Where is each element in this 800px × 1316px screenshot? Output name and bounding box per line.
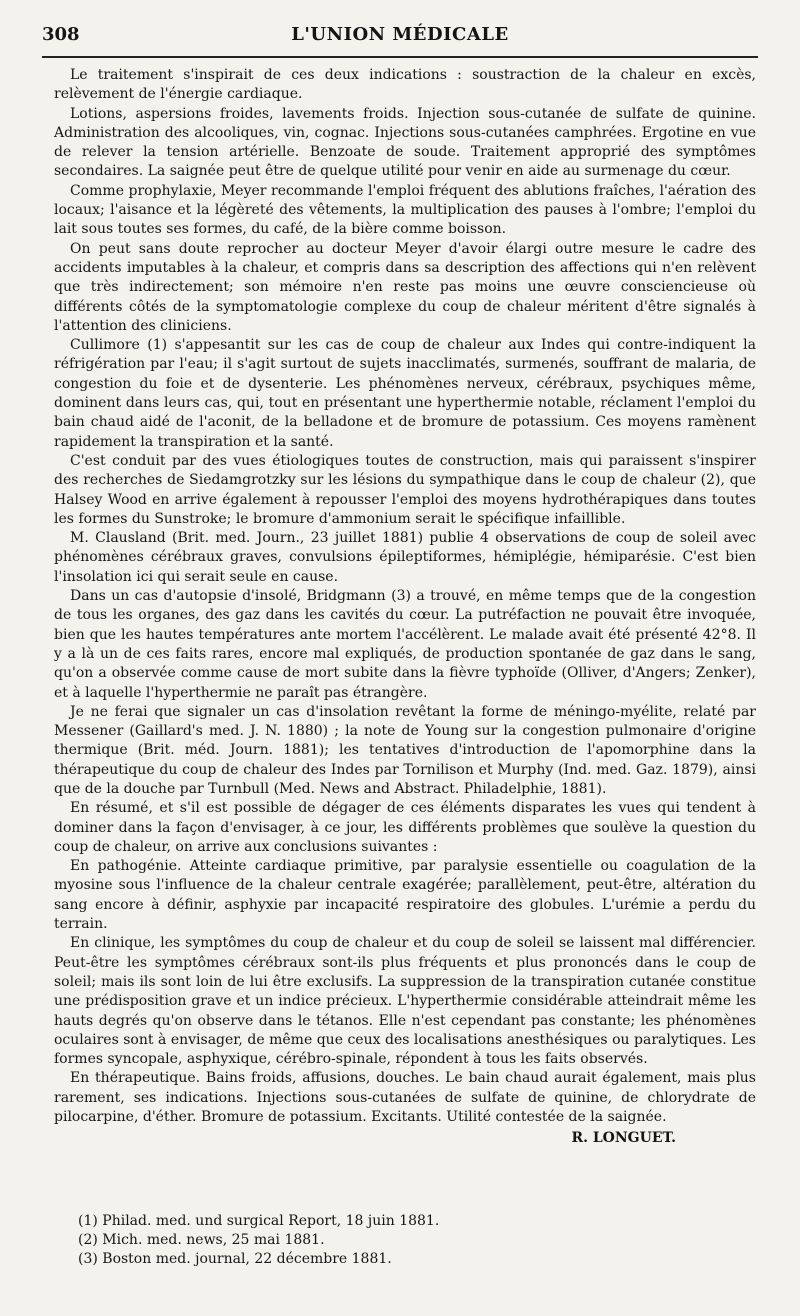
page-number: 308	[42, 24, 80, 45]
paragraph: Cullimore (1) s'appesantit sur les cas de coup de chaleur aux Indes qui contre-indiquent la réfrigération par l'eau; il s'agit surtout de sujets inacclimatés, surmenés, souffrant de malaria, de congestion du foie et de dysenterie. Les phénomènes nerveux, cérébraux, psychiques même, dominent dans leurs cas, qui, tout en présentant une hyperthermie notable, réclament l'emploi du bain chaud aidé de l'aconit, de la belladone et de bromure de potassium. Ces moyens ramènent rapidement la transpiration et la santé.	[54, 337, 756, 450]
paragraph: Le traitement s'inspirait de ces deux indications : soustraction de la chaleur en excès, relèvement de l'énergie cardiaque.	[54, 67, 756, 103]
paragraph: M. Clausland (Brit. med. Journ., 23 juillet 1881) publie 4 observations de coup de soleil avec phénomènes cérébraux graves, convulsions épileptiformes, hémiplégie, hémiparésie. C'est bien l'insolation ici qui serait seule en cause.	[54, 530, 756, 585]
page-header	[42, 20, 758, 52]
paragraph: En résumé, et s'il est possible de dégager de ces éléments disparates les vues qui tendent à dominer dans la façon d'envisager, à ce jour, les différents problèmes que soulève la question du coup de chaleur, on arrive aux conclusions suivantes :	[54, 800, 756, 855]
footnote: (3) Boston med. journal, 22 décembre 1881.	[78, 1251, 392, 1267]
paragraph: Dans un cas d'autopsie d'insolé, Bridgmann (3) a trouvé, en même temps que de la congestion de tous les organes, des gaz dans les cavités du cœur. La putréfaction ne pouvait être invoquée, bien que les hautes températures ante mortem l'accélèrent. Le malade avait été présenté 42°8. Il y a là un de ces faits rares, encore mal expliqués, de production spontanée de gaz dans le sang, qu'on a observée comme cause de mort subite dans la fièvre typhoïde (Olliver, d'Angers; Zenker), et à laquelle l'hyperthermie ne paraît pas étrangère.	[54, 588, 756, 701]
paragraph: Lotions, aspersions froides, lavements froids. Injection sous-cutanée de sulfate de quinine. Administration des alcooliques, vin, cognac. Injections sous-cutanées camphrées. Ergotine en vue de relever la tension artérielle. Benzoate de soude. Traitement approprié des symptômes secondaires. La saignée peut être de quelque utilité pour venir en aide au surmenage du cœur.	[54, 105, 756, 180]
paragraph: En pathogénie. Atteinte cardiaque primitive, par paralysie essentielle ou coagulation de la myosine sous l'influence de la chaleur centrale exagérée; parallèlement, peut-être, altération du sang encore à définir, asphyxie par incapacité respiratoire des globules. L'urémie a perdu du terrain.	[54, 858, 756, 933]
paragraph: C'est conduit par des vues étiologiques toutes de construction, mais qui paraissent s'inspirer des recherches de Siedamgrotzky sur les lésions du sympathique dans le coup de chaleur (2), que Halsey Wood en arrive également à repousser l'emploi des moyens hydrothérapiques dans toutes les formes du Sunstroke; le bromure d'ammonium serait le spécifique infaillible.	[54, 452, 756, 527]
paragraph: On peut sans doute reprocher au docteur Meyer d'avoir élargi outre mesure le cadre des accidents imputables à la chaleur, et compris dans sa description des affections qui n'en relèvent que très indirectement; son mémoire n'en reste pas moins une œuvre consciencieuse où différents côtés de la symptomatologie complexe du coup de chaleur méritent d'être signalés à l'attention des cliniciens.	[54, 240, 756, 334]
paragraph: Je ne ferai que signaler un cas d'insolation revêtant la forme de méningo-myélite, relaté par Messener (Gaillard's med. J. N. 1880) ; la note de Young sur la congestion pulmonaire d'origine thermique (Brit. méd. Journ. 1881); les tentatives d'introduction de l'apomorphine dans la thérapeutique du coup de chaleur des Indes par Tornilison et Murphy (Ind. med. Gaz. 1879), ainsi que de la douche par Turnbull (Med. News and Abstract. Philadelphie, 1881).	[54, 703, 756, 797]
header-rule	[42, 56, 758, 58]
footnotes	[78, 1212, 740, 1269]
footnote: (1) Philad. med. und surgical Report, 18 juin 1881.	[78, 1213, 440, 1229]
paragraph: En thérapeutique. Bains froids, affusions, douches. Le bain chaud aurait également, mais plus rarement, ses indications. Injections sous-cutanées de sulfate de quinine, de chlorydrate de pilocarpine, d'éther. Bromure de potassium. Excitants. Utilité contestée de la saignée.	[54, 1070, 756, 1126]
article-body	[54, 66, 756, 1149]
paragraph: Comme prophylaxie, Meyer recommande l'emploi fréquent des ablutions fraîches, l'aération des locaux; l'aisance et la légèreté des vêtements, la multiplication des pauses à l'ombre; l'emploi du lait sous toutes ses formes, du café, de la bière comme boisson.	[54, 182, 756, 238]
footnote: (2) Mich. med. news, 25 mai 1881.	[78, 1232, 325, 1248]
author-signature: R. LONGUET.	[571, 1130, 676, 1147]
paragraph: En clinique, les symptômes du coup de chaleur et du coup de soleil se laissent mal différencier. Peut-être les symptômes cérébraux sont-ils plus fréquents et plus prononcés dans le coup de soleil; mais ils sont loin de lui être exclusifs. La suppression de la transpiration cutanée constitue une prédisposition grave et un indice précieux. L'hyperthermie considérable atteindrait même les hauts degrés qu'on observe dans le tétanos. Elle n'est cependant pas constante; les phénomènes oculaires sont à envisager, de même que ceux des localisations anesthésiques ou paralytiques. Les formes syncopale, asphyxique, cérébro-spinale, répondent à tous les faits observés.	[54, 935, 756, 1068]
running-title: L'UNION MÉDICALE	[291, 24, 509, 45]
